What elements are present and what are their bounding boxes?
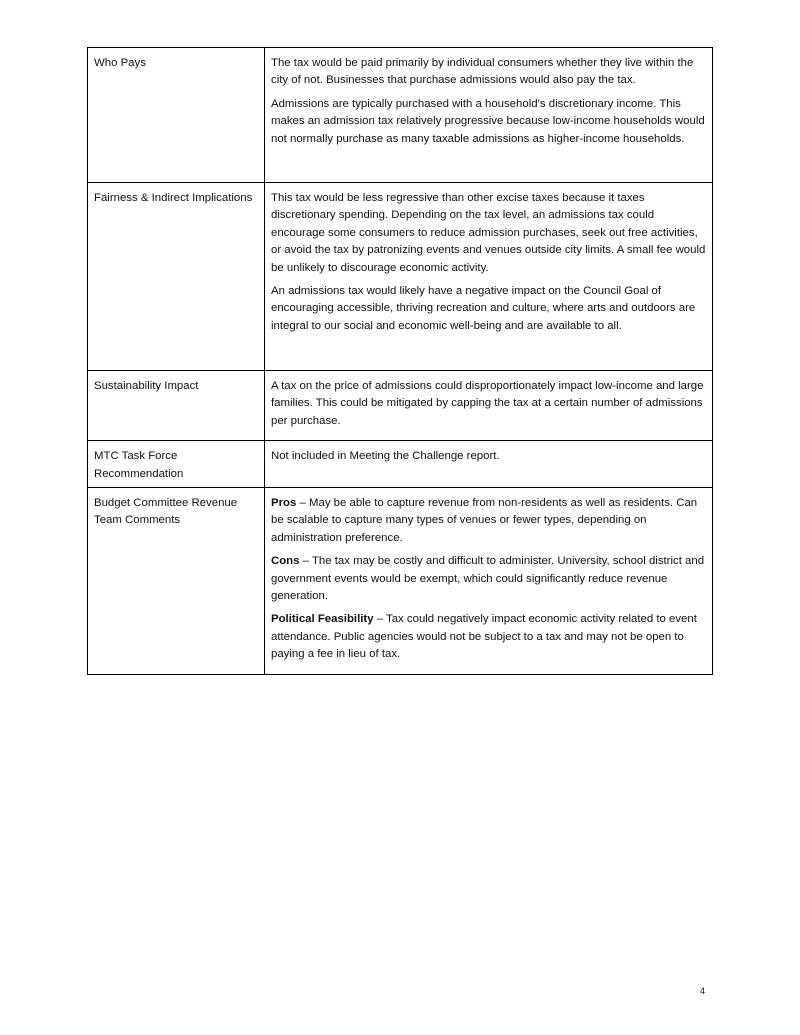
paragraph-text: – May be able to capture revenue from non-residents as well as residents. Can be scalable to capture many types of venues or fewer types, depending on administration preference. (271, 497, 698, 544)
table-row (88, 371, 713, 441)
row-content (265, 441, 713, 488)
paragraph-text: – The tax may be costly and difficult to administer. University, school district and government events would be exempt, which could significantly reduce revenue generation. (271, 555, 705, 603)
row-label: Who Pays (88, 48, 265, 183)
paragraph (271, 378, 706, 430)
row-content (265, 371, 713, 441)
paragraph-text: Not included in Meeting the Challenge report. (271, 450, 500, 463)
paragraph (271, 448, 706, 465)
paragraph-text: Admissions are typically purchased with a household’s discretionary income. This makes an admission tax relatively progressive because low-income households would not normally purchase as many taxable admissions as higher-income households. (271, 97, 705, 145)
paragraph (271, 611, 706, 663)
paragraph-heading: Pros (271, 497, 297, 510)
paragraph (271, 283, 706, 335)
table-row (88, 183, 713, 371)
row-content (265, 183, 713, 371)
row-content (265, 48, 713, 183)
page-number: 4 (700, 986, 706, 996)
row-label: MTC Task Force Recommendation (88, 441, 265, 488)
row-content (265, 488, 713, 675)
row-label: Budget Committee Revenue Team Comments (88, 488, 265, 675)
paragraph (271, 96, 706, 148)
revenue-option-table (87, 47, 713, 675)
paragraph-text: This tax would be less regressive than other excise taxes because it taxes discretionary spending. Depending on the tax level, an admissions tax could encourage some consumers to reduce admission purchases, seek out free activities, or avoid the tax by patronizing events and venues outside city limits. A small fee would be unlikely to discourage economic activity. (271, 192, 706, 274)
row-label: Sustainability Impact (88, 371, 265, 441)
paragraph-heading: Political Feasibility (271, 613, 374, 626)
table-row (88, 441, 713, 488)
paragraph (271, 495, 706, 547)
paragraph-text: A tax on the price of admissions could disproportionately impact low-income and large families. This could be mitigated by capping the tax at a certain number of admissions per purchase. (271, 380, 704, 427)
paragraph-text: The tax would be paid primarily by individual consumers whether they live within the city of not. Businesses that purchase admissions would also pay the tax. (271, 57, 694, 87)
table-row (88, 488, 713, 675)
paragraph-heading: Cons (271, 555, 300, 568)
paragraph-text: – Tax could negatively impact economic activity related to event attendance. Public agencies would not be subject to a tax and may not be open to paying a fee in lieu of tax. (271, 613, 697, 661)
paragraph-text: An admissions tax would likely have a negative impact on the Council Goal of encouraging accessible, thriving recreation and culture, where arts and outdoors are integral to our social and economic well-being and are available to all. (271, 285, 696, 332)
paragraph (271, 55, 706, 90)
table-row (88, 48, 713, 183)
paragraph (271, 553, 706, 605)
row-label: Fairness & Indirect Implications (88, 183, 265, 371)
paragraph (271, 190, 706, 277)
